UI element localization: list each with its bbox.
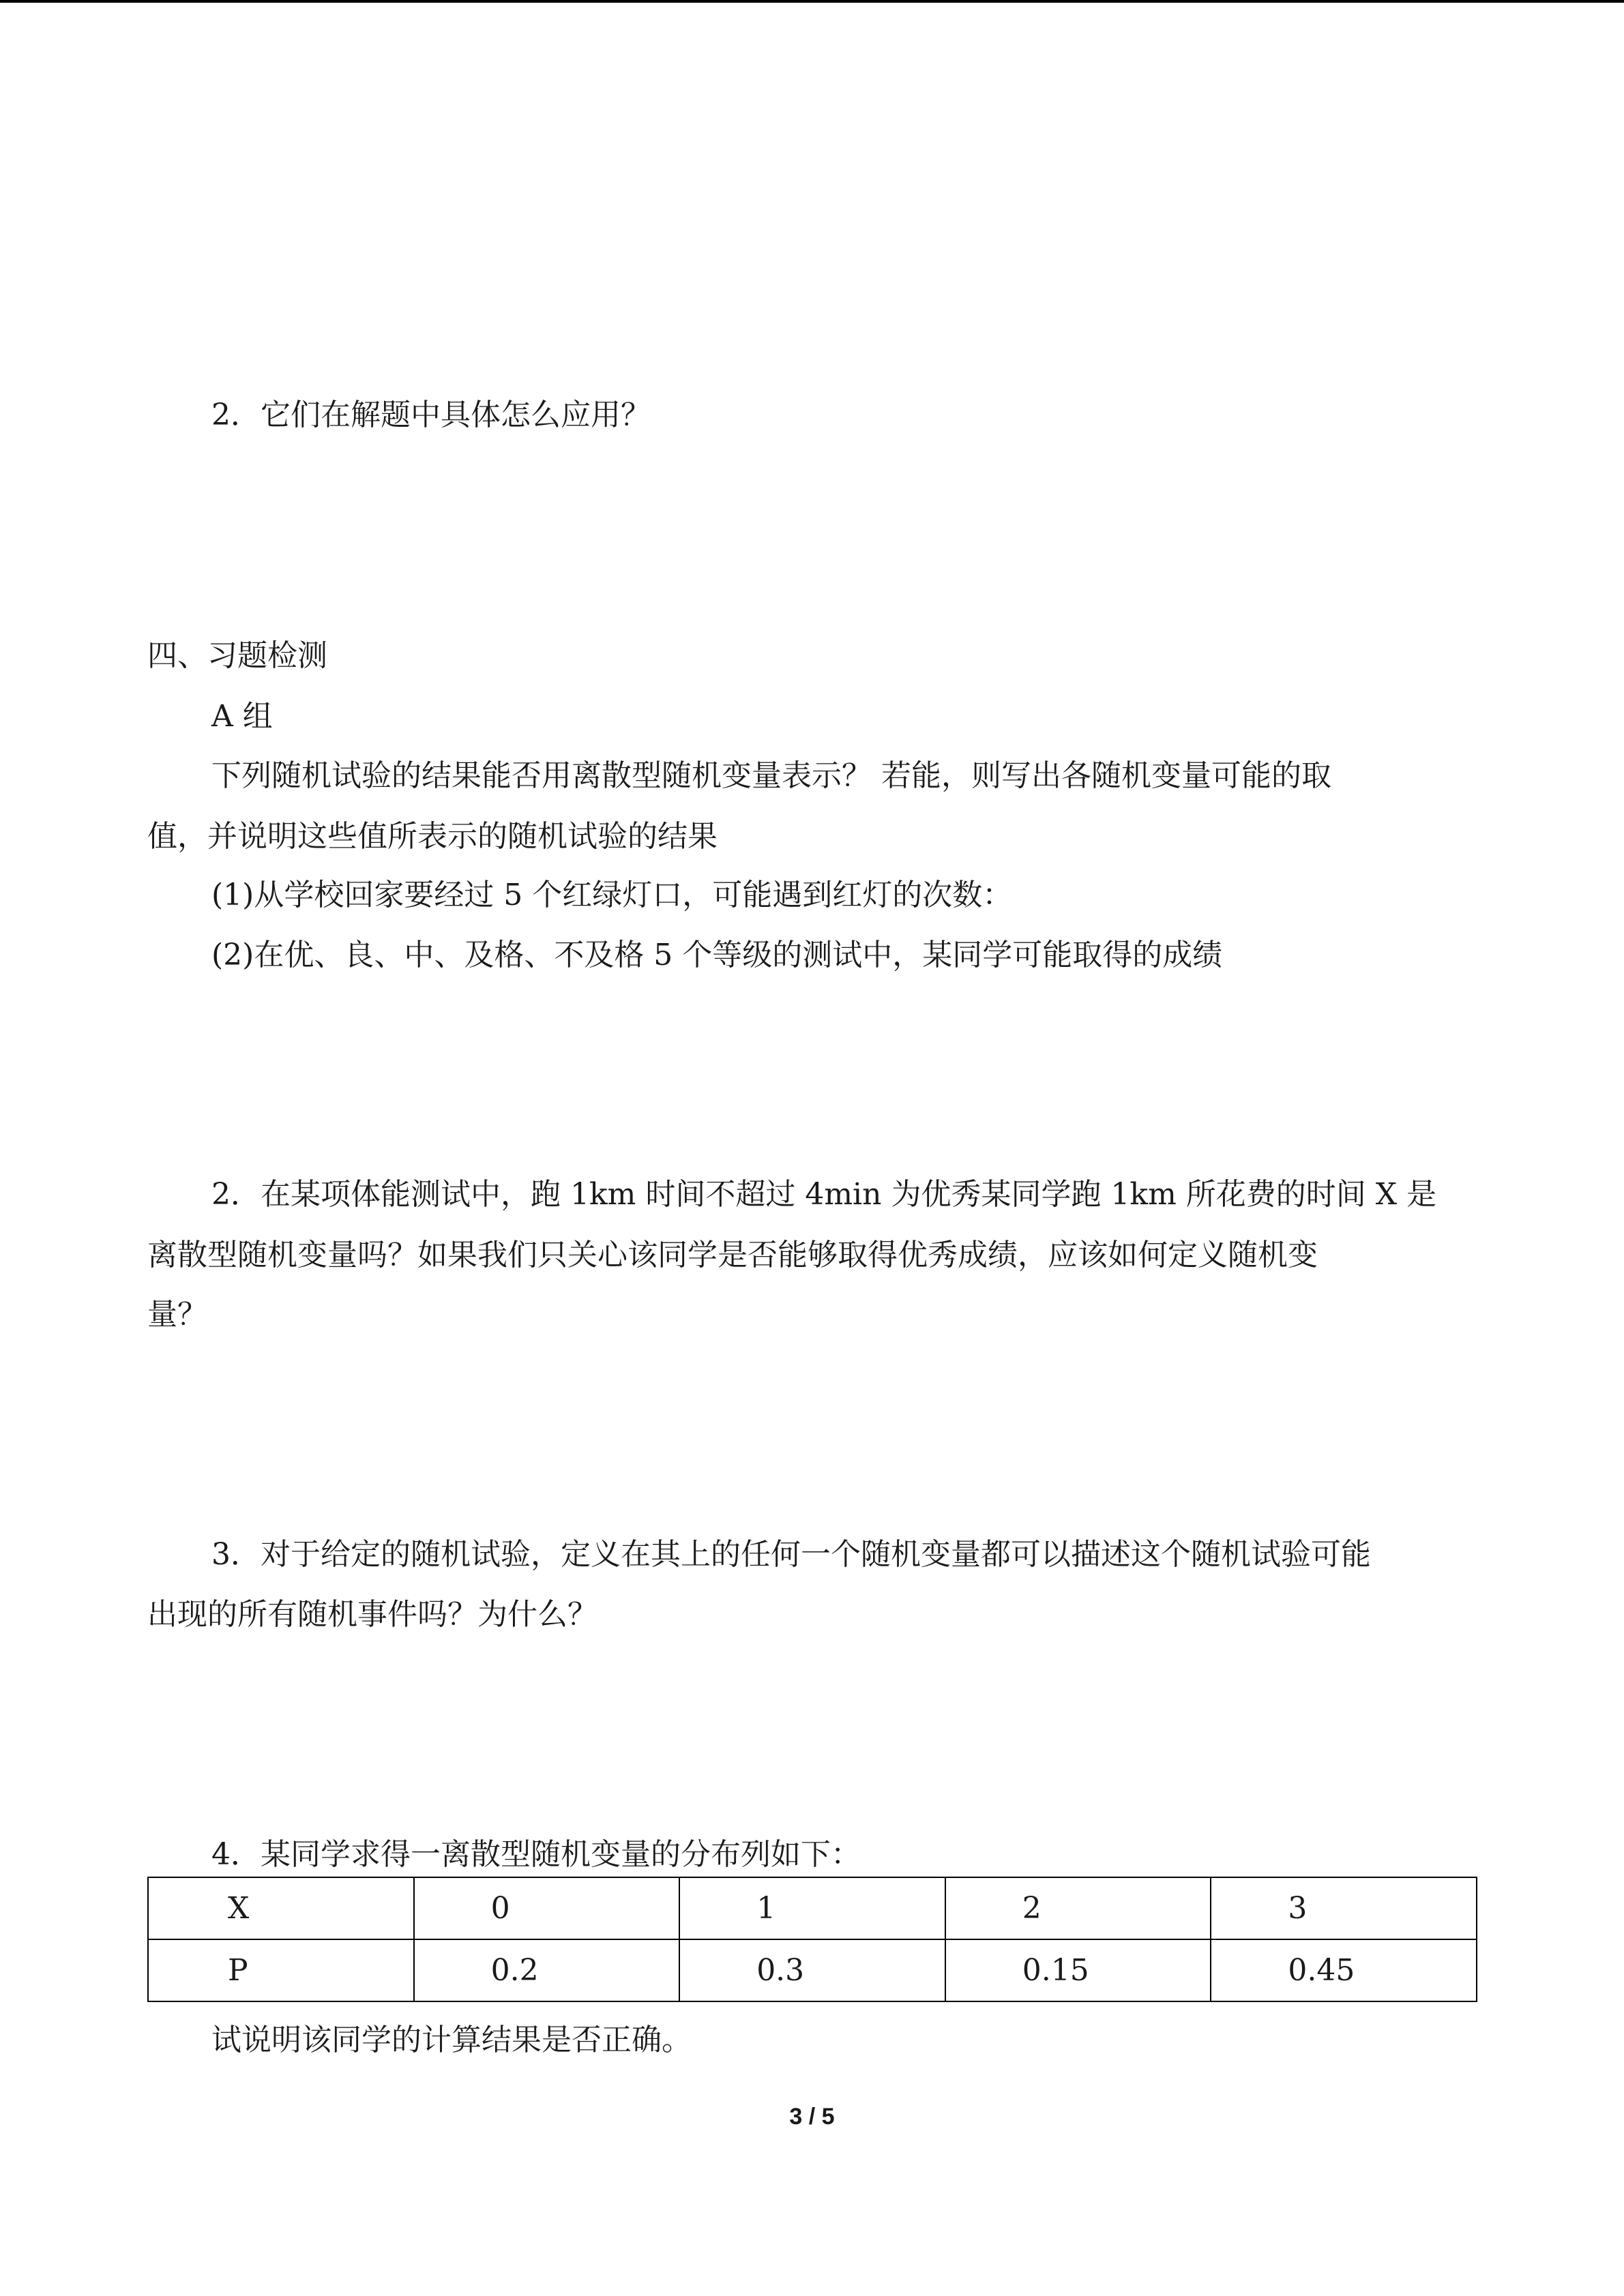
table-cell-p-label: P — [148, 1939, 414, 2001]
table-cell-x-value: 1 — [679, 1877, 945, 1939]
section-heading-exercises: 四、习题检测 — [147, 638, 327, 673]
table-cell-p-value: 0.2 — [414, 1939, 680, 2001]
question-1-item-2: (2)在优、良、中、及格、不及格 5 个等级的测试中，某同学可能取得的成绩 — [211, 938, 1223, 972]
table-row-p — [148, 1939, 1477, 2001]
top-border-rule — [0, 0, 1624, 3]
table-cell-x-value: 0 — [414, 1877, 680, 1939]
table-row-x — [148, 1877, 1477, 1939]
review-question-2: 2．它们在解题中具体怎么应用？ — [211, 398, 651, 432]
group-label-a: A 组 — [211, 699, 273, 734]
question-2-line-1: 2．在某项体能测试中，跑 1km 时间不超过 4min 为优秀某同学跑 1km 所花费的时间 X 是 — [211, 1177, 1437, 1212]
question-1-intro-line-1: 下列随机试验的结果能否用离散型随机变量表示？ 若能，则写出各随机变量可能的取 — [211, 758, 1331, 793]
page-number: 3 / 5 — [789, 2104, 835, 2130]
question-1-item-1: (1)从学校回家要经过 5 个红绿灯口，可能遇到红灯的次数： — [211, 878, 1013, 912]
question-4-prompt: 试说明该同学的计算结果是否正确。 — [211, 2023, 692, 2057]
question-3-line-1: 3．对于给定的随机试验，定义在其上的任何一个随机变量都可以描述这个随机试验可能 — [211, 1537, 1371, 1572]
table-cell-p-value: 0.15 — [945, 1939, 1211, 2001]
table-cell-x-label: X — [148, 1877, 414, 1939]
question-2-line-2: 离散型随机变量吗？如果我们只关心该同学是否能够取得优秀成绩，应该如何定义随机变 — [147, 1238, 1318, 1272]
table-cell-p-value: 0.3 — [679, 1939, 945, 2001]
table-cell-x-value: 3 — [1211, 1877, 1477, 1939]
question-1-intro-line-2: 值，并说明这些值所表示的随机试验的结果 — [147, 819, 718, 854]
table-cell-p-value: 0.45 — [1211, 1939, 1477, 2001]
question-4-intro: 4．某同学求得一离散型随机变量的分布列如下： — [211, 1837, 861, 1872]
table-cell-x-value: 2 — [945, 1877, 1211, 1939]
question-2-line-3: 量？ — [147, 1297, 207, 1332]
question-3-line-2: 出现的所有随机事件吗？为什么？ — [147, 1597, 597, 1632]
distribution-table — [147, 1877, 1477, 2002]
